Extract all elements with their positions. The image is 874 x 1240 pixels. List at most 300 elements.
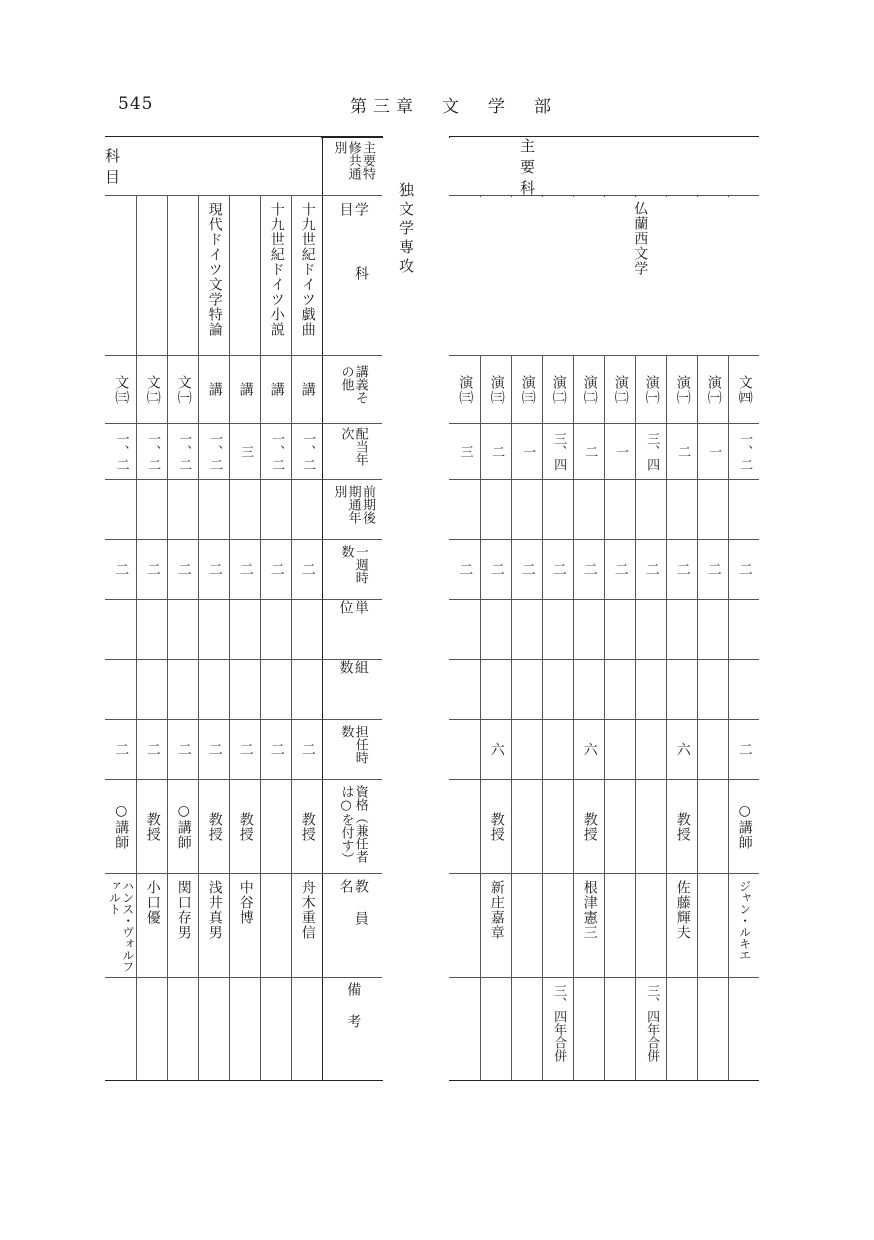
year-cell [635, 424, 666, 480]
left-course-table [105, 136, 383, 1081]
department-label: 独文学専攻 [397, 182, 415, 277]
qualification-cell [542, 780, 573, 874]
teacher-cell [260, 874, 291, 978]
hours-cell-text: 二 [612, 562, 629, 577]
qualification-cell [449, 780, 480, 874]
notes-cell [229, 978, 260, 1081]
year-cell [542, 424, 573, 480]
teach-hours-cell [666, 720, 697, 780]
row-header-type [322, 356, 382, 424]
units-cell [511, 600, 542, 660]
year-cell-text: 一、二 [737, 432, 753, 471]
groups-cell [635, 660, 666, 720]
teacher-cell [167, 874, 198, 978]
year-cell-text: 三、四 [551, 432, 567, 471]
hours-cell-text: 二 [674, 562, 691, 577]
subject-cell [260, 196, 291, 356]
units-cell [542, 600, 573, 660]
qualification-cell [728, 780, 759, 874]
year-cell-text: 一、二 [269, 432, 285, 471]
qualification-cell [198, 780, 229, 874]
row-header-year [322, 424, 382, 480]
hours-cell [511, 540, 542, 600]
year-cell [198, 424, 229, 480]
hours-cell [198, 540, 229, 600]
teacher-cell [291, 874, 322, 978]
type-cell-text: 講 [206, 382, 223, 397]
notes-cell [573, 978, 604, 1081]
notes-cell [604, 978, 635, 1081]
type-cell [167, 356, 198, 424]
year-cell-text: 二 [489, 445, 505, 458]
subject-cell [167, 196, 198, 356]
year-cell-text: 三 [457, 445, 473, 458]
row-header-kamoku-type [322, 136, 382, 196]
qualification-cell-text: 教授 [144, 811, 161, 842]
year-cell [291, 424, 322, 480]
hours-cell [697, 540, 728, 600]
teacher-cell [604, 874, 635, 978]
teach-hours-cell [198, 720, 229, 780]
teacher-cell [229, 874, 260, 978]
year-cell [728, 424, 759, 480]
year-cell [666, 424, 697, 480]
groups-cell [604, 660, 635, 720]
year-cell [449, 424, 480, 480]
period-cell [449, 480, 480, 540]
teacher-cell-text: 関口存男 [175, 880, 192, 940]
groups-cell [291, 660, 322, 720]
notes-cell-text: 三、四年合併 [644, 984, 660, 1062]
type-cell [542, 356, 573, 424]
teacher-cell-text: 浅井真男 [206, 880, 223, 940]
teach-hours-cell-text: 二 [113, 742, 130, 757]
year-cell-text: 二 [675, 445, 691, 458]
hours-cell [480, 540, 511, 600]
year-cell [511, 424, 542, 480]
teacher-cell-text: 舟木重信 [299, 880, 316, 940]
table-bottom-rule [449, 1080, 759, 1082]
hours-cell-text: 二 [643, 562, 660, 577]
teach-hours-cell-text: 二 [175, 742, 192, 757]
hours-cell-text: 二 [113, 562, 130, 577]
teacher-cell-text: 根津憲三 [581, 880, 598, 940]
teacher-cell [666, 874, 697, 978]
hours-cell-text: 二 [175, 562, 192, 577]
year-cell-text: 三 [238, 445, 254, 458]
subject-cell [105, 196, 136, 356]
year-cell [604, 424, 635, 480]
subject-cell [136, 196, 167, 356]
row-header-type-text: 講義その他 [338, 364, 368, 404]
course-column [136, 136, 167, 1081]
units-cell [573, 600, 604, 660]
row-header-subject [322, 196, 382, 356]
period-cell [511, 480, 542, 540]
qualification-cell [604, 780, 635, 874]
left-header-title-text: 科 目 [105, 147, 256, 186]
teacher-cell [136, 874, 167, 978]
row-header-qualification-text: 資格（兼任者は○を付す） [338, 784, 368, 865]
teacher-cell [449, 874, 480, 978]
type-cell [728, 356, 759, 424]
period-cell [136, 480, 167, 540]
row-header-notes [322, 978, 382, 1081]
groups-cell [666, 660, 697, 720]
page-number: 545 [118, 94, 154, 114]
hours-cell [291, 540, 322, 600]
teach-hours-cell-text: 六 [674, 742, 691, 757]
notes-cell [291, 978, 322, 1081]
type-cell-text: 演㈢ [488, 374, 505, 405]
type-cell-text: 演㈡ [581, 374, 598, 405]
year-cell-text: 一、二 [300, 432, 316, 471]
course-column [198, 136, 229, 1081]
year-cell-text: 一 [613, 445, 629, 458]
row-header-groups-text: 組数 [337, 660, 369, 692]
notes-cell [198, 978, 229, 1081]
type-cell-text: 演㈠ [705, 374, 722, 405]
type-cell [573, 356, 604, 424]
teacher-cell [697, 874, 728, 978]
course-column [291, 136, 322, 1081]
teacher-cell-text: ハンス・ヴォルファルト [107, 880, 135, 972]
hours-cell [229, 540, 260, 600]
year-cell-text: 一、二 [145, 432, 161, 471]
qualification-cell [167, 780, 198, 874]
type-cell [635, 356, 666, 424]
qualification-cell [573, 780, 604, 874]
hours-cell [167, 540, 198, 600]
hours-cell [542, 540, 573, 600]
notes-cell [449, 978, 480, 1081]
row-header-hours [322, 540, 382, 600]
type-cell-text: 演㈢ [519, 374, 536, 405]
hours-cell-text: 二 [457, 562, 474, 577]
units-cell [697, 600, 728, 660]
groups-cell [480, 660, 511, 720]
type-cell-text: 講 [237, 382, 254, 397]
row-header-year-text: 配当年次 [338, 426, 368, 466]
period-cell [542, 480, 573, 540]
type-cell [105, 356, 136, 424]
course-column [105, 136, 136, 1081]
teacher-cell-text: ジャン・ルキエ [737, 880, 752, 961]
hours-cell-text: 二 [581, 562, 598, 577]
row-header-period-text: 前期後期通年別 [331, 484, 375, 524]
teacher-cell [198, 874, 229, 978]
teach-hours-cell [291, 720, 322, 780]
year-cell-text: 三、四 [644, 432, 660, 471]
notes-cell [635, 978, 666, 1081]
hours-cell-text: 二 [736, 562, 753, 577]
groups-cell [697, 660, 728, 720]
groups-cell [573, 660, 604, 720]
hours-cell-text: 二 [144, 562, 161, 577]
units-cell [167, 600, 198, 660]
teacher-cell [511, 874, 542, 978]
groups-cell [728, 660, 759, 720]
hours-cell [105, 540, 136, 600]
notes-cell [136, 978, 167, 1081]
period-cell [573, 480, 604, 540]
qualification-cell [105, 780, 136, 874]
units-cell [728, 600, 759, 660]
course-column [229, 136, 260, 1081]
right-subject-group [450, 197, 759, 355]
units-cell [480, 600, 511, 660]
year-cell [697, 424, 728, 480]
row-header-teacher [322, 874, 382, 978]
units-cell [635, 600, 666, 660]
type-cell [260, 356, 291, 424]
course-column [260, 136, 291, 1081]
notes-cell [167, 978, 198, 1081]
teach-hours-cell [136, 720, 167, 780]
type-cell-text: 演㈠ [674, 374, 691, 405]
subject-cell [198, 196, 229, 356]
type-cell [291, 356, 322, 424]
teacher-cell [105, 874, 136, 978]
teach-hours-cell [542, 720, 573, 780]
left-table-grid [105, 136, 383, 1081]
year-cell [480, 424, 511, 480]
year-cell-text: 一、二 [207, 432, 223, 471]
teach-hours-cell [229, 720, 260, 780]
period-cell [604, 480, 635, 540]
right-course-table [449, 136, 759, 1081]
hours-cell-text: 二 [488, 562, 505, 577]
hours-cell [260, 540, 291, 600]
right-header-title-text: 主 要 科 [520, 136, 691, 197]
teacher-cell [480, 874, 511, 978]
hours-cell [666, 540, 697, 600]
qualification-cell [480, 780, 511, 874]
groups-cell [136, 660, 167, 720]
units-cell [198, 600, 229, 660]
qualification-cell [511, 780, 542, 874]
row-header-qualification [322, 780, 382, 874]
year-cell [105, 424, 136, 480]
year-cell [573, 424, 604, 480]
teach-hours-cell [260, 720, 291, 780]
type-cell [449, 356, 480, 424]
units-cell [260, 600, 291, 660]
qualification-cell-text: ○講師 [113, 803, 130, 850]
row-header-units [322, 600, 382, 660]
hours-cell [635, 540, 666, 600]
period-cell [635, 480, 666, 540]
units-cell [291, 600, 322, 660]
groups-cell [229, 660, 260, 720]
row-header-teach-hours [322, 720, 382, 780]
teacher-cell [635, 874, 666, 978]
row-header-teacher-text: 教員名 [337, 878, 369, 943]
period-cell [291, 480, 322, 540]
teach-hours-cell [635, 720, 666, 780]
subject-cell-text: 十九世紀ドイツ小説 [268, 202, 285, 337]
year-cell-text: 二 [582, 445, 598, 458]
qualification-cell-text: 教授 [237, 811, 254, 842]
units-cell [604, 600, 635, 660]
teach-hours-cell [697, 720, 728, 780]
hours-cell [449, 540, 480, 600]
period-cell [697, 480, 728, 540]
notes-cell [542, 978, 573, 1081]
teacher-cell-text: 佐藤輝夫 [674, 880, 691, 940]
type-cell [666, 356, 697, 424]
qualification-cell-text: 教授 [581, 811, 598, 842]
qualification-cell-text: 教授 [299, 811, 316, 842]
row-header-column [322, 136, 382, 1081]
year-cell-text: 一、二 [113, 432, 129, 471]
groups-cell [198, 660, 229, 720]
qualification-cell [666, 780, 697, 874]
type-cell-text: 文㈡ [144, 374, 161, 405]
hours-cell-text: 二 [237, 562, 254, 577]
type-cell-text: 文㈢ [113, 374, 130, 405]
qualification-cell [635, 780, 666, 874]
teach-hours-cell-text: 二 [299, 742, 316, 757]
type-cell [229, 356, 260, 424]
teacher-cell-text: 小口優 [144, 880, 161, 925]
qualification-cell-text: 教授 [206, 811, 223, 842]
teacher-cell [573, 874, 604, 978]
groups-cell [260, 660, 291, 720]
row-header-subject-text: 学 科 目 [337, 201, 369, 330]
qualification-cell-text: 教授 [674, 811, 691, 842]
hours-cell [136, 540, 167, 600]
period-cell [229, 480, 260, 540]
teach-hours-cell [573, 720, 604, 780]
notes-cell [511, 978, 542, 1081]
teacher-cell [542, 874, 573, 978]
year-cell [229, 424, 260, 480]
period-cell [260, 480, 291, 540]
teach-hours-cell [105, 720, 136, 780]
teacher-cell-text: 中谷博 [237, 880, 254, 925]
hours-cell-text: 二 [519, 562, 536, 577]
type-cell [604, 356, 635, 424]
qualification-cell-text: ○講師 [736, 803, 753, 850]
period-cell [105, 480, 136, 540]
period-cell [666, 480, 697, 540]
row-header-units-text: 単位 [337, 600, 369, 632]
units-cell [666, 600, 697, 660]
notes-cell [105, 978, 136, 1081]
type-cell [198, 356, 229, 424]
row-header-kamoku-type-text: 主要特修共通別 [331, 140, 375, 180]
row-header-teach-hours-text: 担任時数 [338, 724, 368, 764]
teach-hours-cell-text: 六 [488, 742, 505, 757]
hours-cell-text: 二 [705, 562, 722, 577]
units-cell [229, 600, 260, 660]
row-header-period [322, 480, 382, 540]
row-header-notes-text: 備考 [345, 982, 362, 1046]
hours-cell-text: 二 [550, 562, 567, 577]
hours-cell [573, 540, 604, 600]
teach-hours-cell-text: 二 [268, 742, 285, 757]
notes-cell [480, 978, 511, 1081]
year-cell [136, 424, 167, 480]
course-column [167, 136, 198, 1081]
teach-hours-cell-text: 二 [237, 742, 254, 757]
type-cell-text: 文㈠ [175, 374, 192, 405]
notes-cell-text: 三、四年合併 [551, 984, 567, 1062]
units-cell [136, 600, 167, 660]
type-cell-text: 演㈡ [612, 374, 629, 405]
qualification-cell [136, 780, 167, 874]
type-cell [697, 356, 728, 424]
type-cell-text: 演㈢ [457, 374, 474, 405]
period-cell [167, 480, 198, 540]
hours-cell-text: 二 [299, 562, 316, 577]
groups-cell [105, 660, 136, 720]
right-header-title [450, 137, 759, 195]
qualification-cell [697, 780, 728, 874]
teach-hours-cell [604, 720, 635, 780]
subject-cell [291, 196, 322, 356]
teach-hours-cell-text: 六 [581, 742, 598, 757]
row-header-groups [322, 660, 382, 720]
hours-cell-text: 二 [268, 562, 285, 577]
year-cell-text: 一、二 [176, 432, 192, 471]
year-cell-text: 一 [520, 445, 536, 458]
groups-cell [167, 660, 198, 720]
teacher-cell [728, 874, 759, 978]
teach-hours-cell [728, 720, 759, 780]
notes-cell [697, 978, 728, 1081]
teach-hours-cell [167, 720, 198, 780]
units-cell [105, 600, 136, 660]
subject-cell-text: 現代ドイツ文学特論 [206, 202, 223, 337]
type-cell [511, 356, 542, 424]
teach-hours-cell [449, 720, 480, 780]
teach-hours-cell [480, 720, 511, 780]
groups-cell [449, 660, 480, 720]
teacher-cell-text: 新庄嘉章 [488, 880, 505, 940]
hours-cell [604, 540, 635, 600]
teach-hours-cell-text: 二 [144, 742, 161, 757]
notes-cell [728, 978, 759, 1081]
teach-hours-cell [511, 720, 542, 780]
notes-cell [260, 978, 291, 1081]
qualification-cell-text: 教授 [488, 811, 505, 842]
type-cell-text: 演㈡ [550, 374, 567, 405]
type-cell [480, 356, 511, 424]
hours-cell-text: 二 [206, 562, 223, 577]
teach-hours-cell-text: 二 [736, 742, 753, 757]
qualification-cell-text: ○講師 [175, 803, 192, 850]
type-cell-text: 演㈠ [643, 374, 660, 405]
year-cell-text: 一 [706, 445, 722, 458]
qualification-cell [291, 780, 322, 874]
teach-hours-cell-text: 二 [206, 742, 223, 757]
year-cell [260, 424, 291, 480]
subject-cell-text: 十九世紀ドイツ戯曲 [299, 202, 316, 337]
type-cell-text: 講 [268, 382, 285, 397]
left-header-title [105, 137, 321, 195]
year-cell [167, 424, 198, 480]
type-cell-text: 講 [299, 382, 316, 397]
qualification-cell [260, 780, 291, 874]
hours-cell [728, 540, 759, 600]
type-cell [136, 356, 167, 424]
notes-cell [666, 978, 697, 1081]
type-cell-text: 文㈣ [736, 374, 753, 405]
table-bottom-rule [105, 1080, 383, 1082]
groups-cell [542, 660, 573, 720]
